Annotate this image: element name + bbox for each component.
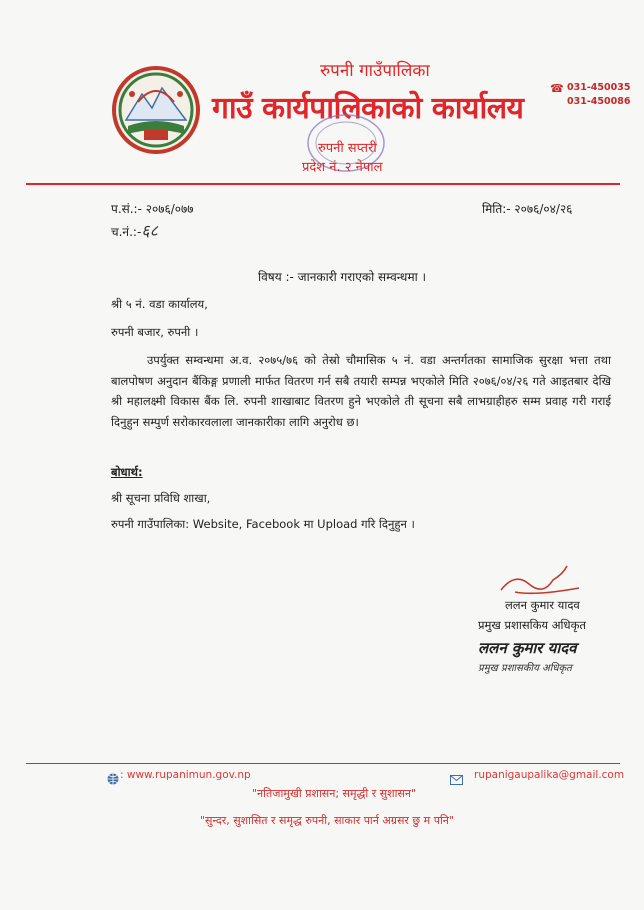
globe-icon <box>107 770 119 789</box>
designation-stamp: प्रमुख प्रशासकीय अधिकृत <box>478 663 572 674</box>
dispatch-label: च.नं.:- <box>111 225 142 239</box>
cc-line2: रुपनी गाउँपालिका: Website, Facebook मा Upload गरि दिनुहुन । <box>111 517 415 531</box>
recipient-line2: रुपनी बजार, रुपनी । <box>111 325 199 339</box>
letter-body: उपर्युक्त सम्वन्धमा अ.व. २०७५/७६ को तेस्रो चौमासिक ५ नं. वडा अन्तर्गतका सामाजिक सुरक्षा भत्ता तथा बालपोषण अनुदान बैंकिङ्ग प्रणाली मार्फत वितरण गर्न सबै तयारी सम्पन्न भएकोले मिति २०७६/०४/२६ गते आइतबार देखि श्री महालक्ष्मी विकास बैंक लि. रुपनी शाखाबाट वितरण हुने भएकोले ती सूचना सबै लाभग्राहीहरु सम्म प्रवाह गरी गराई दिनुहुन सम्पुर्ण सरोकारवलाला जानकारीका लागि अनुरोध छ। <box>111 353 611 429</box>
reference-number: प.सं.:- २०७६/०७७ <box>111 202 194 216</box>
phone-number: 031-450035 <box>567 82 631 93</box>
phone-icon: ☎ <box>550 82 564 95</box>
cc-heading: बोधार्थ: <box>111 465 143 479</box>
nepal-emblem-icon <box>108 60 204 156</box>
email-link[interactable]: rupanigaupalika@gmail.com <box>474 769 625 781</box>
recipient-line1: श्री ५ नं. वडा कार्यालय, <box>111 297 208 311</box>
letter-date: मिति:- २०७६/०४/२६ <box>482 202 573 216</box>
header-divider <box>26 183 620 185</box>
motto-line2: "सुन्दर, सुशासित र समृद्ध रुपनी, साकार पार्न अग्रसर छु म पनि" <box>200 814 454 827</box>
envelope-icon <box>450 770 463 789</box>
cc-line1: श्री सूचना प्रविधि शाखा, <box>111 491 211 505</box>
letter-subject: विषय :- जानकारी गराएको सम्वन्धमा । <box>258 270 427 284</box>
municipality-name: रुपनी गाउँपालिका <box>320 61 430 81</box>
dispatch-number <box>111 219 158 241</box>
motto-line1: "नतिजामुखी प्रशासन; समृद्धी र सुशासन" <box>252 787 417 800</box>
office-address-line1: रुपनी सप्तरी <box>318 141 377 156</box>
footer-divider <box>26 763 620 764</box>
signatory-designation: प्रमुख प्रशासकिय अधिकृत <box>478 618 586 632</box>
office-address-line2: प्रदेश नं. २ नेपाल <box>302 160 383 175</box>
office-title: गाउँ कार्यपालिकाको कार्यालय <box>212 91 524 126</box>
name-stamp: ललन कुमार यादव <box>478 639 577 657</box>
signatory-name: ललन कुमार यादव <box>505 598 580 612</box>
phone-number: 031-450086 <box>567 96 631 107</box>
website-link[interactable]: : www.rupanimun.gov.np <box>120 769 251 781</box>
dispatch-handwritten: ६८ <box>141 221 158 240</box>
